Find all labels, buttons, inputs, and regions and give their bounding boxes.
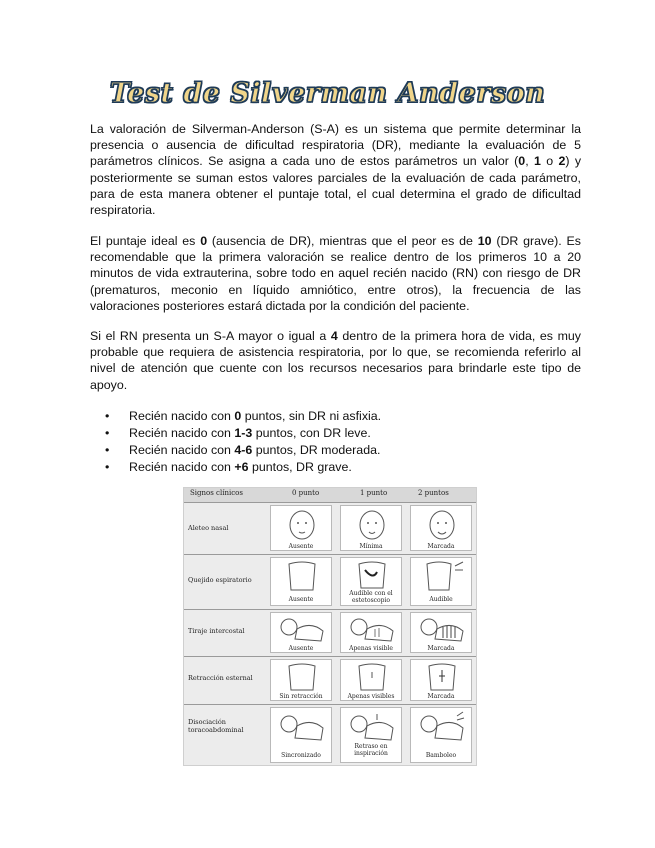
list-item: • Recién nacido con 1-3 puntos, con DR leve. <box>96 425 381 442</box>
illustration-cell: Sincronizado <box>270 707 332 763</box>
illustration-cell: Marcada <box>410 612 472 653</box>
illustration-cell: Audible con el estetoscopio <box>340 557 402 606</box>
sign-label: Aleteo nasal <box>188 524 229 532</box>
baby-chest-icon <box>417 560 467 592</box>
table-header <box>184 488 476 503</box>
sign-label: Tiraje intercostal <box>188 627 245 635</box>
table-row <box>184 502 476 555</box>
illustration-cell: Ausente <box>270 557 332 606</box>
baby-face-icon <box>347 508 397 542</box>
baby-side-icon <box>277 710 327 746</box>
list-item: • Recién nacido con 4-6 puntos, DR moderada. <box>96 442 381 459</box>
illustration-cell: Retraso en inspiración <box>340 707 402 763</box>
illustration-cell: Marcada <box>410 659 472 701</box>
baby-chest-icon <box>347 662 397 692</box>
score-list <box>96 408 381 476</box>
baby-chest-icon <box>277 662 327 692</box>
sign-label: Quejido espiratorio <box>188 576 252 584</box>
list-item: • Recién nacido con 0 puntos, sin DR ni asfixia. <box>96 408 381 425</box>
illustration-cell: Apenas visible <box>340 612 402 653</box>
silverman-table-figure <box>183 487 477 766</box>
table-row <box>184 609 476 657</box>
table-row <box>184 656 476 705</box>
illustration-cell: Mínima <box>340 505 402 551</box>
paragraph-score: El puntaje ideal es 0 (ausencia de DR), mientras que el peor es de 10 (DR grave). Es recomendable que la primera valoración se realice dentro de los primeros 10 a 20 minutos de vida extrauterina, sobre todo en aquel recién nacido (RN) con riesgo de DR (prematuros, meconio en líquido amniótico, entre otros), la frecuencia de las valoraciones posteriores estará dictada por la condición del paciente. <box>90 234 581 313</box>
baby-side-icon <box>277 615 327 645</box>
baby-chest-icon <box>277 560 327 592</box>
baby-side-icon <box>417 615 467 645</box>
baby-chest-icon <box>417 662 467 692</box>
table-row <box>184 554 476 610</box>
sign-label: Retracción esternal <box>188 674 253 682</box>
baby-side-icon <box>347 615 397 645</box>
stethoscope-icon <box>347 560 397 590</box>
baby-side-icon <box>347 710 397 742</box>
table-row <box>184 704 476 766</box>
illustration-cell: Marcada <box>410 505 472 551</box>
illustration-cell: Apenas visibles <box>340 659 402 701</box>
illustration-cell: Bamboleo <box>410 707 472 763</box>
paragraph-intro: La valoración de Silverman-Anderson (S-A) es un sistema que permite determinar la presencia o ausencia de dificultad respiratoria (DR), mediante la evaluación de 5 parámetros clínicos. Se asigna a cada uno de estos parámetros un valor (0, 1 o 2) y posteriormente se suman estos valores parciales de la evaluación de cada parámetro, para de esta manera obtener el puntaje total, el cual determina el grado de dificultad respiratoria. <box>90 122 582 218</box>
paragraph-threshold: Si el RN presenta un S-A mayor o igual a 4 dentro de la primera hora de vida, es muy probable que requiera de asistencia respiratoria, por lo que, se recomienda referirlo al nivel de atención que cuente con los recursos necesarios para brindarle este tipo de apoyo. <box>90 329 582 392</box>
header-1: 1 punto <box>360 489 388 497</box>
illustration-cell: Sin retracción <box>270 659 332 701</box>
illustration-cell: Ausente <box>270 505 332 551</box>
illustration-cell: Audible <box>410 557 472 606</box>
baby-face-icon <box>277 508 327 542</box>
baby-side-icon <box>417 710 467 746</box>
sign-label: Disociación toracoabdominal <box>188 718 244 734</box>
illustration-cell: Ausente <box>270 612 332 653</box>
list-item: • Recién nacido con +6 puntos, DR grave. <box>96 459 381 476</box>
header-2: 2 puntos <box>418 489 449 497</box>
header-0: 0 punto <box>292 489 320 497</box>
baby-face-icon <box>417 508 467 542</box>
header-signs: Signos clínicos <box>190 489 243 497</box>
document-title: Test de Silverman Anderson <box>109 78 546 109</box>
